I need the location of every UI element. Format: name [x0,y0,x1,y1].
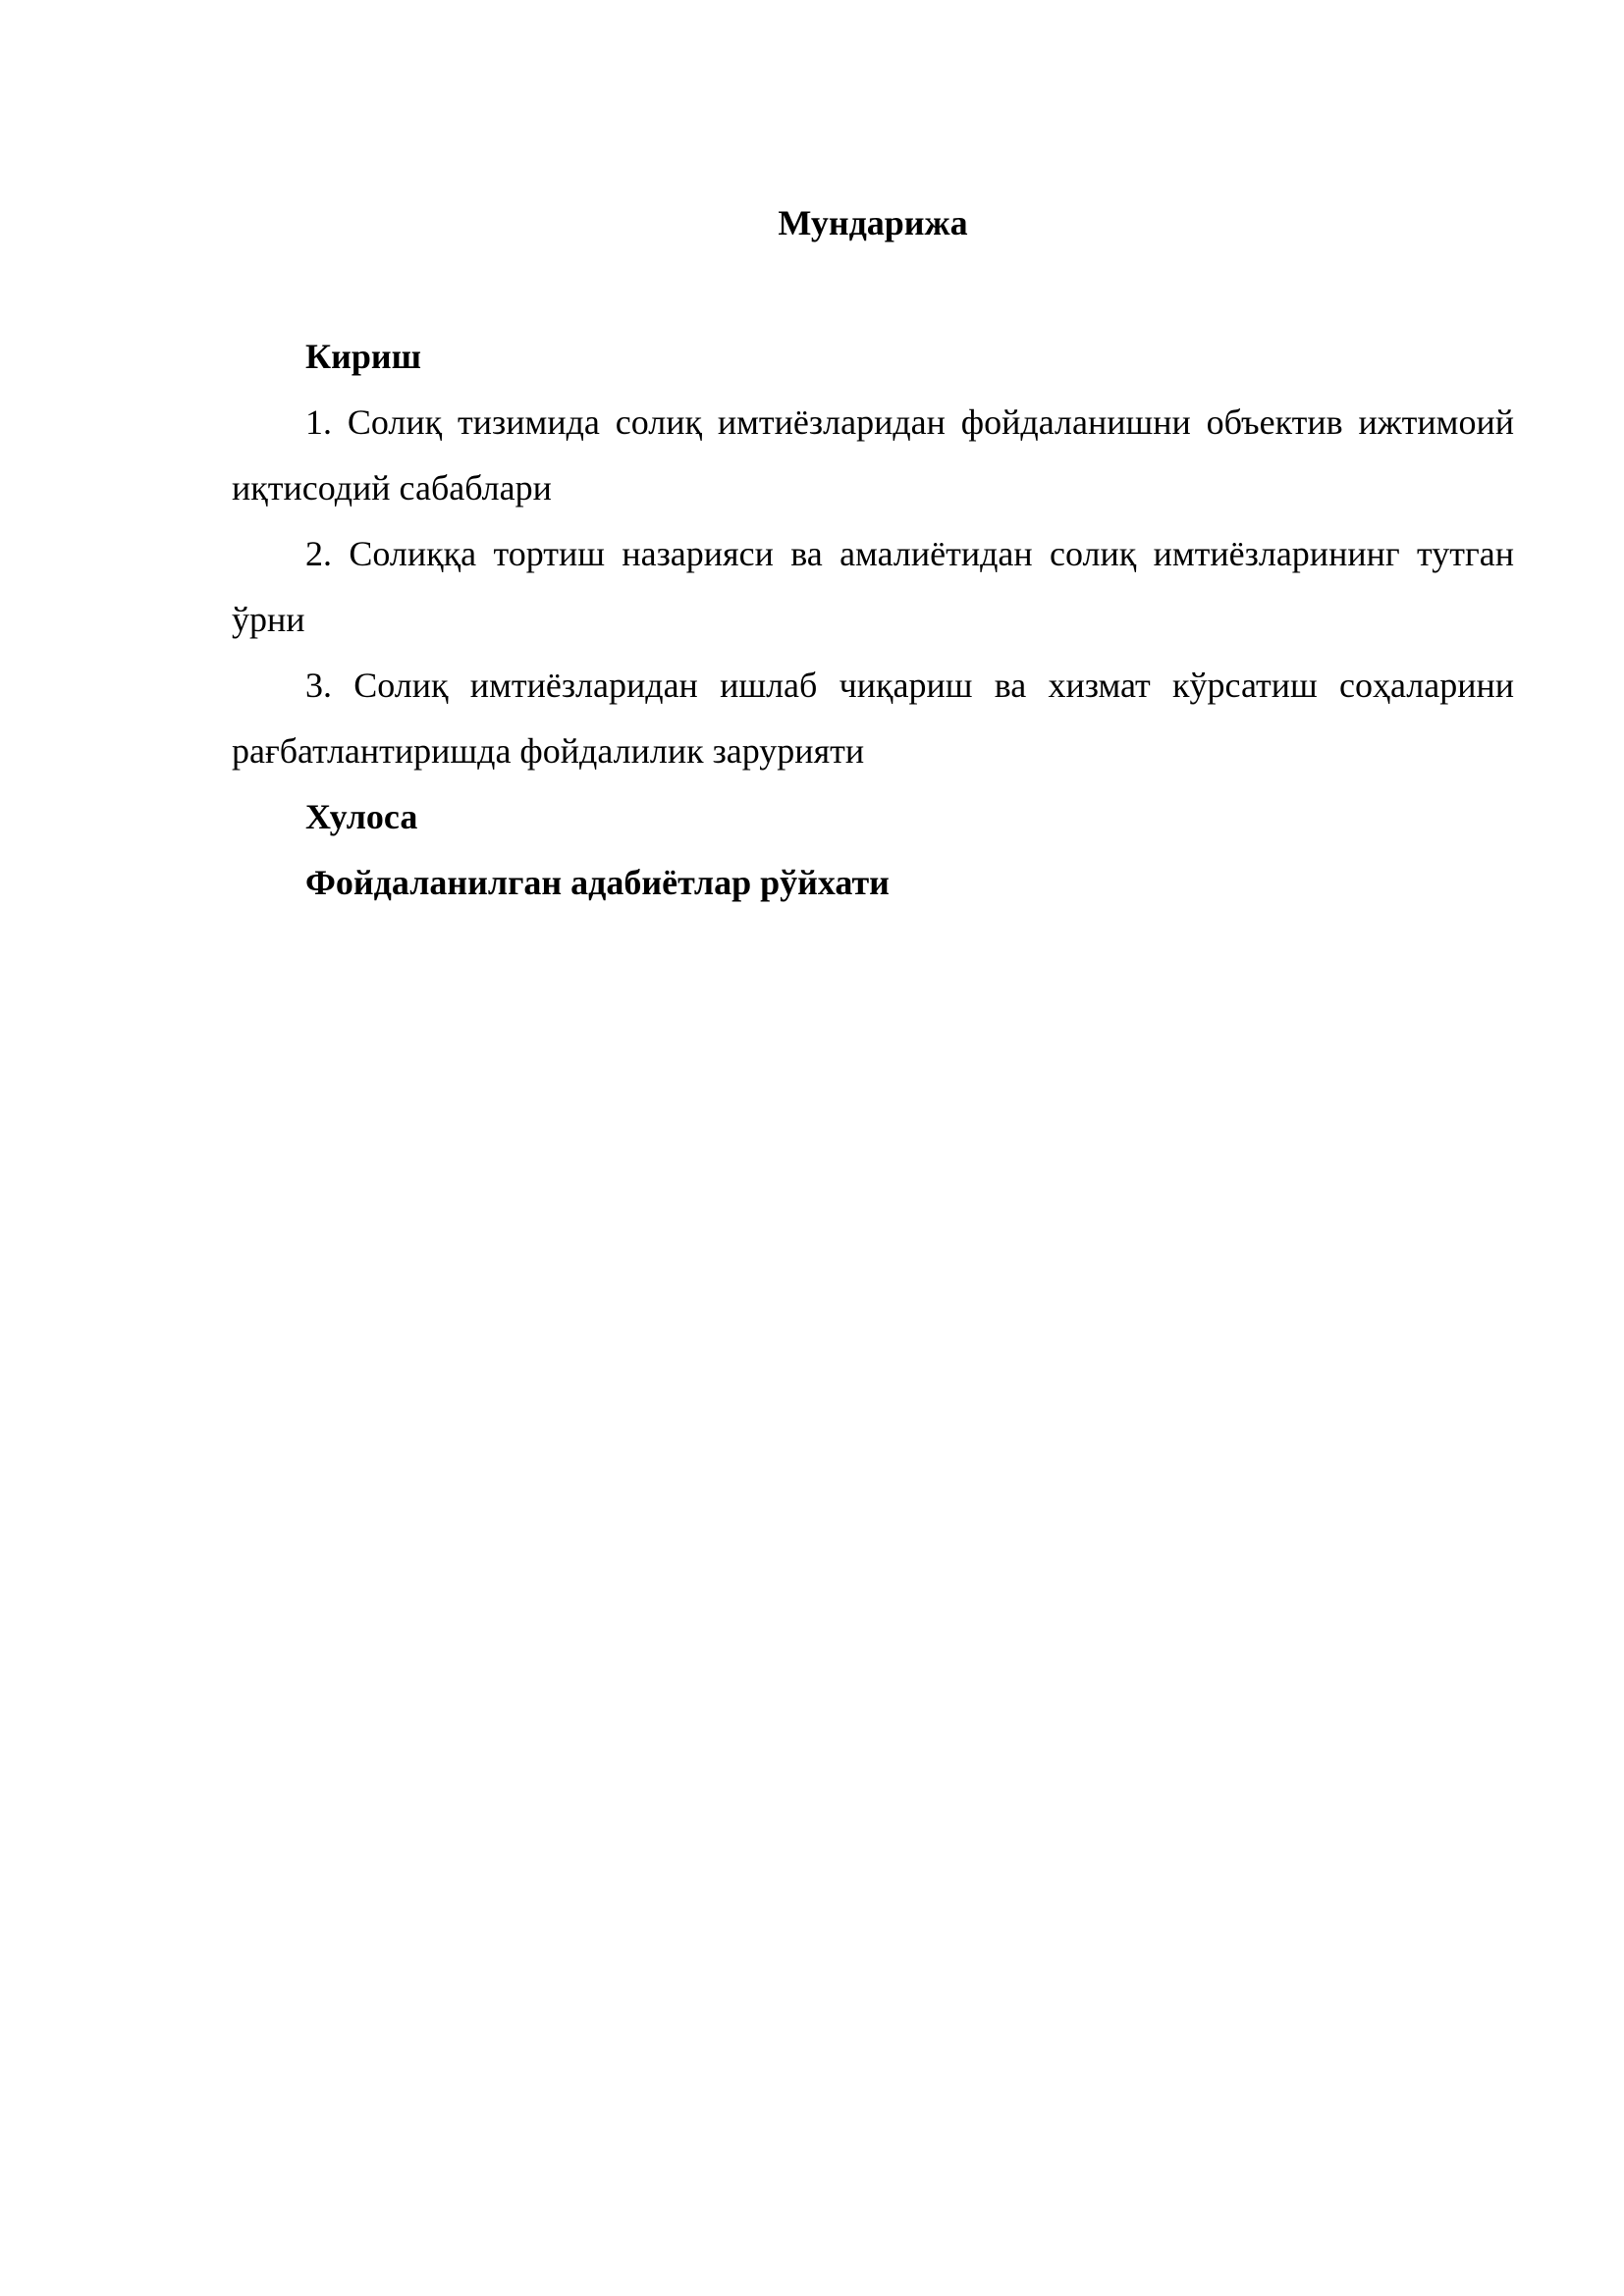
page-title: Мундарижа [778,203,968,242]
toc-references: Фойдаланилган адабиётлар рўйхати [305,863,890,902]
toc-conclusion: Хулоса [305,797,418,836]
toc-entry-2: 2. Солиққа тортиш назарияси ва амалиётидан солиқ имтиёзларининг тутган ўрни [232,534,1514,639]
toc-entry-3: 3. Солиқ имтиёзларидан ишлаб чиқариш ва хизмат кўрсатиш соҳаларини рағбатлантиришда фойдалилик зарурияти [232,666,1514,771]
toc-intro: Кириш [305,337,422,376]
table-of-contents [232,324,1514,916]
toc-entry-1: 1. Солиқ тизимида солиқ имтиёзларидан фойдаланишни объектив ижтимоий иқтисодий сабаблари [232,402,1514,507]
